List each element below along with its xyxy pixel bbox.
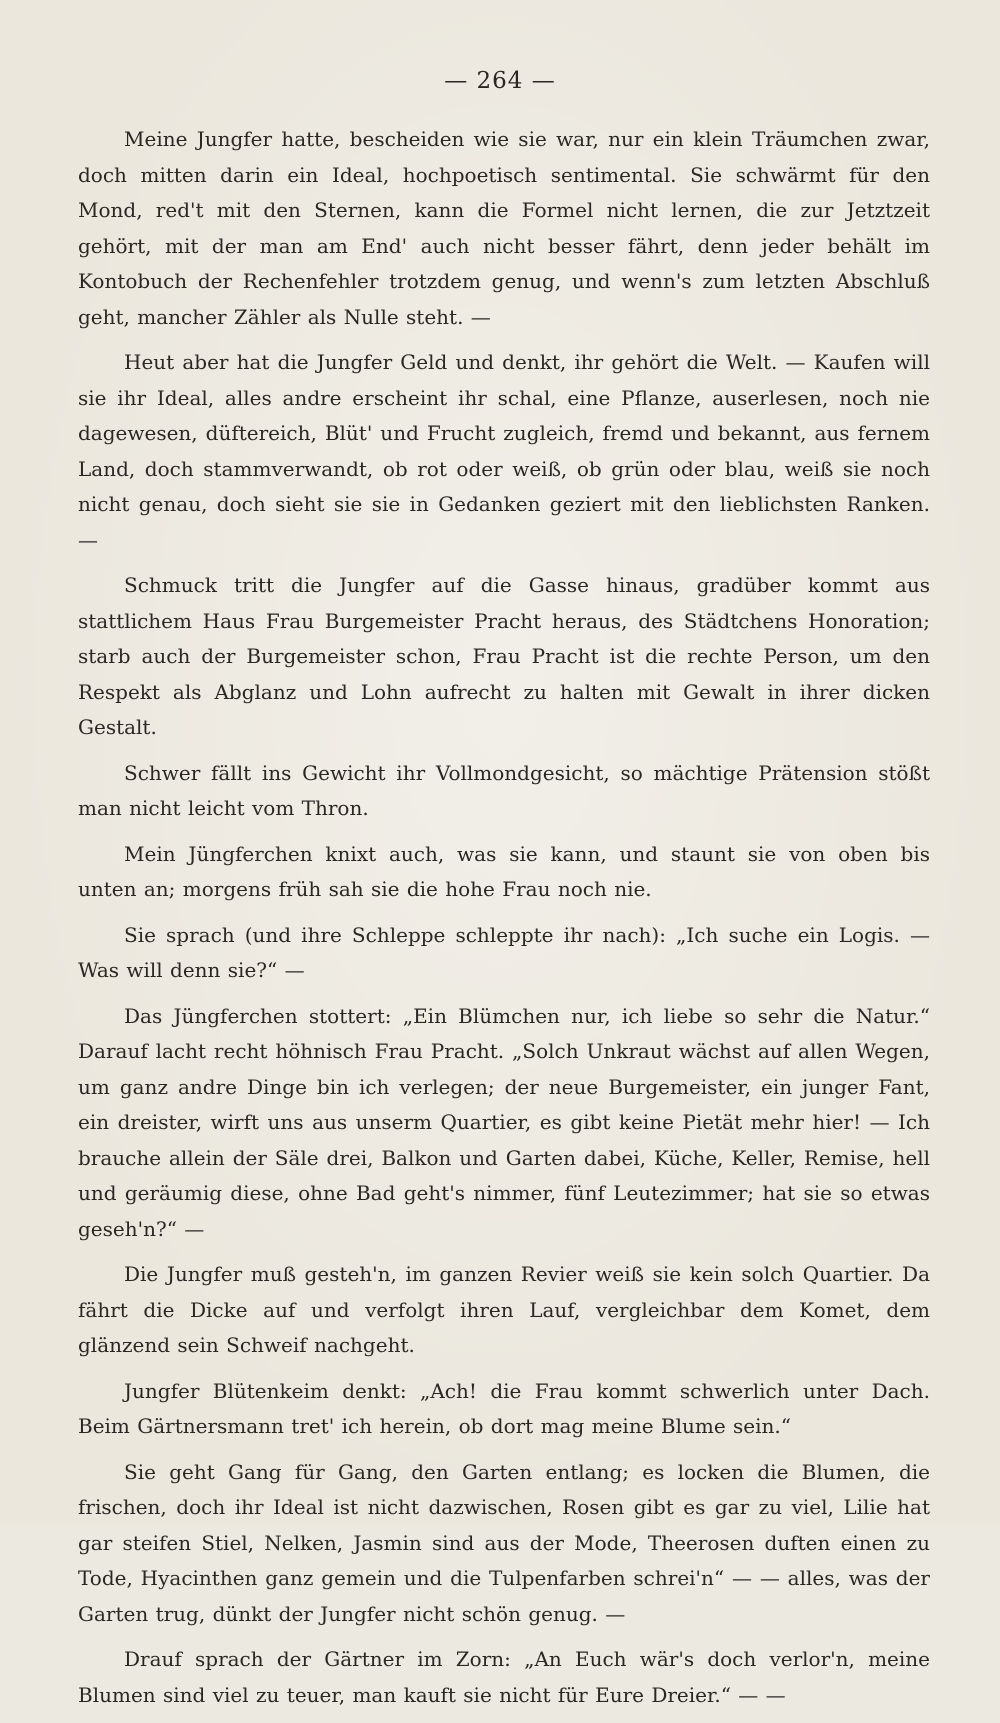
paragraph: Sie sprach (und ihre Schleppe schleppte ihr nach): „Ich suche ein Logis. — Was will denn sie?“ — (78, 922, 930, 982)
paragraph: Mein Jüngferchen knixt auch, was sie kann, und staunt sie von oben bis unten an; morgens früh sah sie die hohe Frau noch nie. (78, 841, 930, 901)
paragraph: Die Jungfer muß gesteh'n, im ganzen Revier weiß sie kein solch Quartier. Da fährt die Dicke auf und verfolgt ihren Lauf, vergleichbar dem Komet, dem glänzend sein Schweif nachgeht. (78, 1262, 930, 1357)
paragraph: Heut aber hat die Jungfer Geld und denkt, ihr gehört die Welt. — Kaufen will sie ihr Ideal, alles andre erscheint ihr schal, eine Pflanze, auserlesen, noch nie dagewesen, düftereich, Blüt' und Frucht zugleich, fremd und bekannt, aus fernem Land, doch stammverwandt, ob rot oder weiß, ob grün oder blau, weiß sie noch nicht genau, doch sieht sie sie in Gedanken geziert mit den lieblichsten Ranken. — (78, 350, 930, 552)
paragraph: Das Jüngferchen stottert: „Ein Blümchen nur, ich liebe so sehr die Natur.“ Darauf lacht recht höhnisch Frau Pracht. „Solch Unkraut wächst auf allen Wegen, um ganz andre Dinge bin ich verlegen; der neue Burgemeister, ein junger Fant, ein dreister, wirft uns aus unserm Quartier, es gibt keine Pietät mehr hier! — Ich brauche allein der Säle drei, Balkon und Garten dabei, Küche, Keller, Remise, hell und geräumig diese, ohne Bad geht's nimmer, fünf Leutezimmer; hat sie so etwas geseh'n?“ — (78, 1003, 930, 1241)
paragraph: Drauf sprach der Gärtner im Zorn: „An Euch wär's doch verlor'n, meine Blumen sind viel zu teuer, man kauft sie nicht für Eure Dreier.“ — — (78, 1647, 930, 1707)
paragraph: Schmuck tritt die Jungfer auf die Gasse hinaus, gradüber kommt aus stattlichem Haus Frau Burgemeister Pracht heraus, des Städtchens Honoration; starb auch der Burgemeister schon, Frau Pracht ist die rechte Person, um den Respekt als Abglanz und Lohn aufrecht zu halten mit Gewalt in ihrer dicken Gestalt. (78, 573, 930, 739)
body-text (78, 122, 930, 1723)
paragraph: Meine Jungfer hatte, bescheiden wie sie war, nur ein klein Träumchen zwar, doch mitten darin ein Ideal, hochpoetisch sentimental. Sie schwärmt für den Mond, red't mit den Sternen, kann die Formel nicht lernen, die zur Jetztzeit gehört, mit der man am End' auch nicht besser fährt, denn jeder behält im Kontobuch der Rechenfehler trotzdem genug, und wenn's zum letzten Abschluß geht, mancher Zähler als Nulle steht. — (78, 127, 930, 329)
paragraph: Jungfer Blütenkeim denkt: „Ach! die Frau kommt schwerlich unter Dach. Beim Gärtnersmann tret' ich herein, ob dort mag meine Blume sein.“ (78, 1378, 930, 1438)
page-number: — 264 — (444, 68, 556, 94)
paragraph: Sie geht Gang für Gang, den Garten entlang; es locken die Blumen, die frischen, doch ihr Ideal ist nicht dazwischen, Rosen gibt es gar zu viel, Lilie hat gar steifen Stiel, Nelken, Jasmin sind aus der Mode, Theerosen duften einen zu Tode, Hyacinthen ganz gemein und die Tulpenfarben schrei'n“ — — alles, was der Garten trug, dünkt der Jungfer nicht schön genug. — (78, 1459, 930, 1626)
paragraph: Schwer fällt ins Gewicht ihr Vollmondgesicht, so mächtige Prätension stößt man nicht leicht vom Thron. (78, 760, 930, 820)
